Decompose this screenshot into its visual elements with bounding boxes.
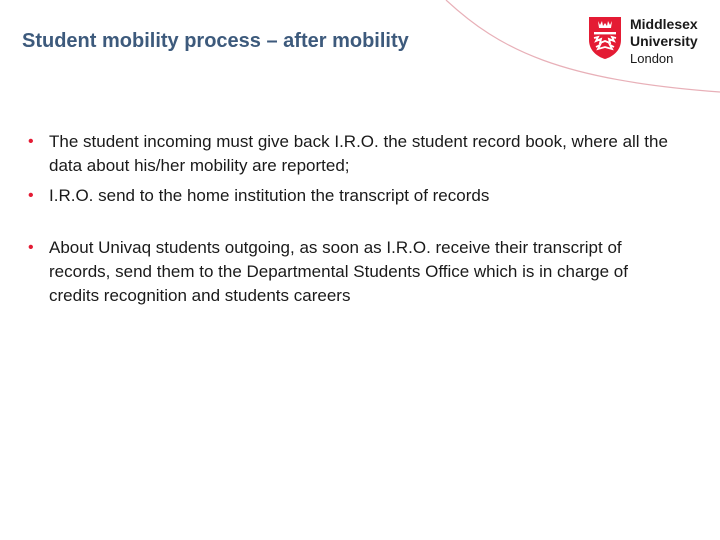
bullet-item (28, 130, 678, 178)
slide-title: Student mobility process – after mobility (22, 30, 409, 52)
bullet-item (28, 236, 678, 308)
bullet-dot-icon: • (28, 187, 34, 204)
bullet-dot-icon: • (28, 239, 34, 256)
bullet-dot-icon: • (28, 133, 34, 150)
logo-wordmark (630, 16, 698, 67)
logo-line-university: University (630, 33, 698, 49)
bullet-text: The student incoming must give back I.R.O. the student record book, where all the data about his/her mobility are reported; (49, 132, 668, 175)
bullet-text: About Univaq students outgoing, as soon as I.R.O. receive their transcript of records, send them to the Departmental Students Office which is in charge of credits recognition and students careers (49, 238, 628, 305)
logo-line-middlesex: Middlesex (630, 16, 698, 32)
bullet-text: I.R.O. send to the home institution the transcript of records (49, 186, 490, 205)
logo-line-london: London (630, 51, 674, 66)
university-logo (588, 14, 708, 72)
bullet-item (28, 184, 678, 208)
bullet-list (28, 130, 678, 308)
middlesex-shield-icon (588, 16, 622, 60)
